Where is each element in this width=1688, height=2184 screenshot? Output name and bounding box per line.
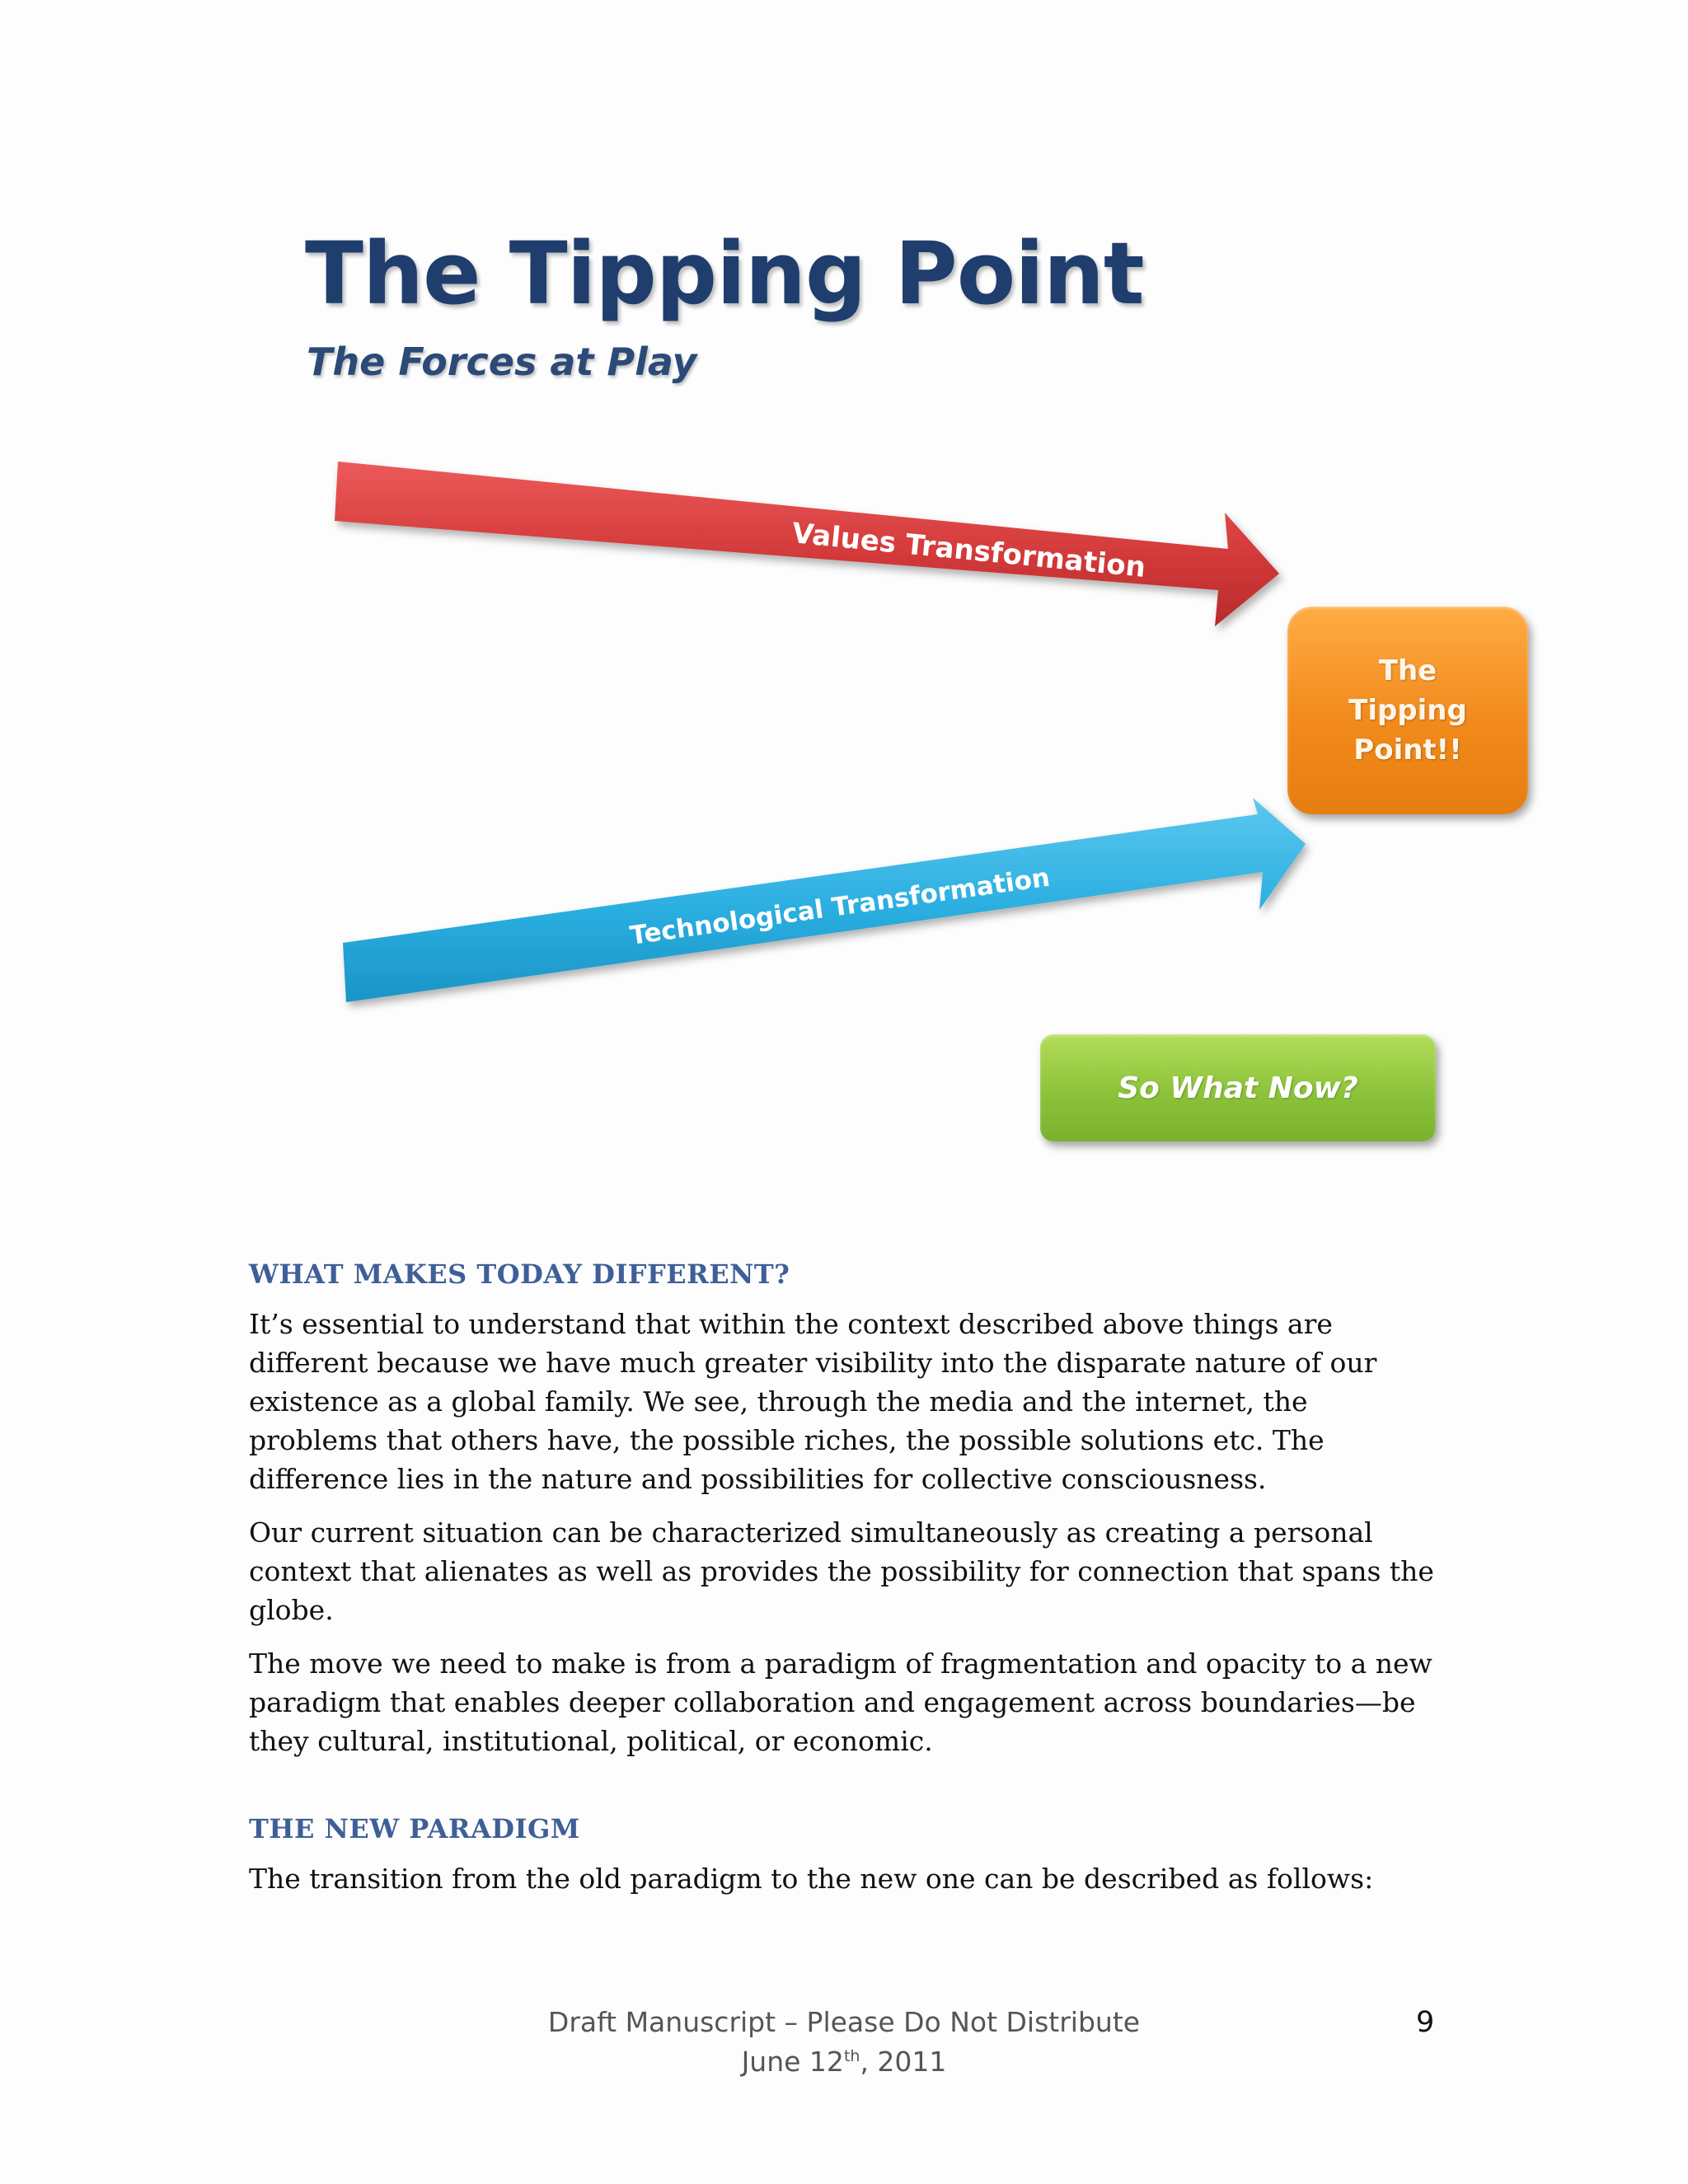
footer-date-sup: th [843, 2047, 860, 2065]
tech-arrow-label: Technological Transformation [628, 862, 1053, 951]
figure-title: The Tipping Point [305, 223, 1144, 324]
document-body [249, 1257, 1444, 1913]
footer-notice: Draft Manuscript – Please Do Not Distribute [547, 2006, 1141, 2038]
section-heading-new-paradigm: THE NEW PARADIGM [249, 1813, 580, 1844]
figure-subtitle: The Forces at Play [307, 340, 697, 384]
so-what-now-label: So What Now? [1118, 1071, 1358, 1105]
values-arrow-label: Values Transformation [790, 517, 1147, 584]
paragraph: It’s essential to understand that within the context described above things are different because we have much greater visibility into the disparate nature of our existence as a global family. We see, through the media and the internet, the problems that others have, the possible riches, the possible solutions etc. The difference lies in the nature and possibilities for collective consciousness. [249, 1308, 1377, 1495]
page-footer [0, 2003, 1688, 2082]
paragraph: The transition from the old paradigm to the new one can be described as follows: [249, 1863, 1374, 1895]
so-what-now-box [1040, 1034, 1436, 1141]
section-heading-what-makes-today-different: WHAT MAKES TODAY DIFFERENT? [249, 1258, 790, 1290]
tipping-point-figure [280, 206, 1533, 1212]
tipping-point-box-label: The Tipping Point!! [1348, 654, 1467, 766]
footer-date-suffix: , 2011 [860, 2046, 947, 2078]
page-number: 9 [1416, 2006, 1435, 2039]
paragraph: The move we need to make is from a paradigm of fragmentation and opacity to a new paradigm that enables deeper collaboration and engagement across boundaries—be they cultural, institutional, political, or economic. [249, 1647, 1432, 1757]
tipping-point-box [1287, 607, 1528, 814]
paragraph: Our current situation can be characterized simultaneously as creating a personal context that alienates as well as provides the possibility for connection that spans the globe. [249, 1516, 1434, 1626]
footer-date [0, 2042, 1688, 2082]
footer-date-prefix: June 12 [741, 2046, 844, 2078]
